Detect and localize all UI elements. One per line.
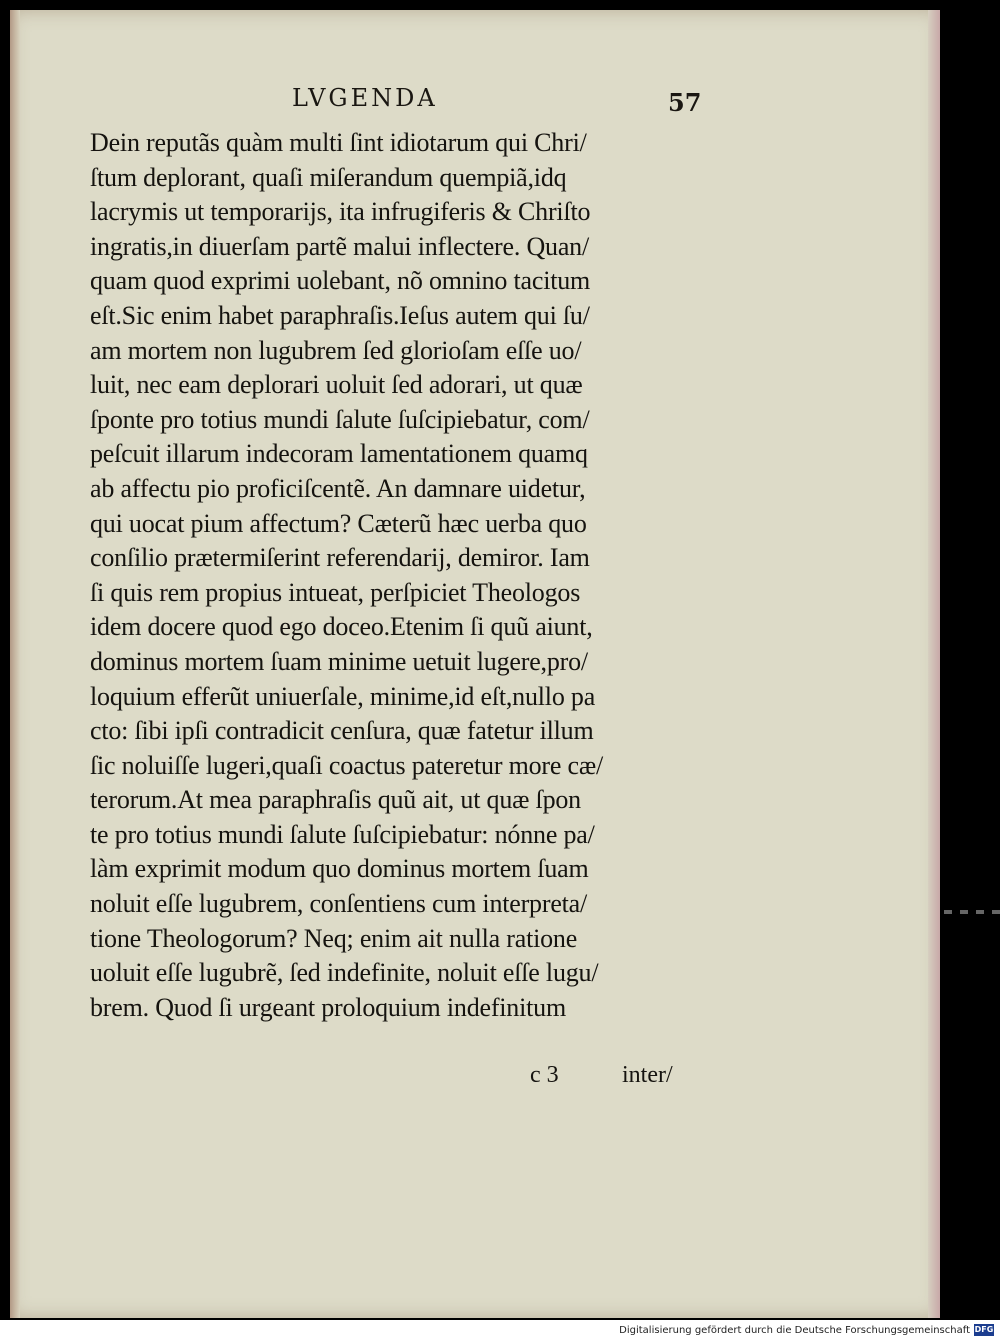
- page-right-edge: [928, 10, 940, 1318]
- text-line: Dein reputãs quàm multi ſint idiotarum qui Chri/: [90, 128, 587, 157]
- catchword: inter/: [622, 1062, 673, 1088]
- text-line: cto: ſibi ipſi contradicit cenſura, quæ fatetur illum: [90, 716, 594, 746]
- text-line: conſilio prætermiſerint referendarij, demiror. Iam: [90, 543, 590, 573]
- text-line: luit, nec eam deplorari uoluit ſed adorari, ut quæ: [90, 370, 583, 400]
- text-line: brem. Quod ſi urgeant proloquium indefinitum: [90, 992, 566, 1022]
- text-line: quam quod exprimi uolebant, nõ omnino tacitum: [90, 266, 591, 296]
- text-line: te pro totius mundi ſalute ſuſcipiebatur: nónne pa/: [90, 819, 595, 849]
- text-line: tione Theologorum? Neq; enim ait nulla ratione: [90, 923, 578, 953]
- text-line: ſi quis rem propius intueat, perſpiciet Theologos: [90, 577, 581, 607]
- text-line: am mortem non lugubrem ſed glorioſam eſſe uo/: [90, 335, 582, 365]
- text-line: terorum.At mea paraphraſis quũ ait, ut quæ ſpon: [90, 785, 581, 815]
- running-head: LVGENDA: [292, 84, 438, 112]
- folio-number: 57: [668, 88, 702, 117]
- text-line: eſt.Sic enim habet paraphraſis.Ieſus autem qui ſu/: [90, 300, 590, 330]
- text-line: uoluit eſſe lugubrẽ, ſed indefinite, noluit eſſe lugu/: [90, 958, 599, 988]
- text-line: lacrymis ut temporarijs, ita infrugiferis & Chriſto: [90, 197, 591, 227]
- text-line: dominus mortem ſuam minime uetuit lugere,pro/: [90, 646, 588, 676]
- digitization-credit: Digitalisierung gefördert durch die Deutsche Forschungsgemeinschaft: [619, 1325, 970, 1336]
- text-line: loquium efferũt uniuerſale, minime,id eſt,nullo pa: [90, 681, 596, 711]
- page-left-edge: [10, 10, 20, 1318]
- text-line: ſponte pro totius mundi ſalute ſuſcipiebatur, com/: [90, 404, 590, 434]
- text-line: ingratis,in diuerſam partẽ malui inflectere. Quan/: [90, 231, 589, 261]
- dfg-logo-icon: DFG: [974, 1325, 994, 1334]
- text-line: qui uocat pium affectum? Cæterũ hæc uerba quo: [90, 508, 587, 538]
- text-line: noluit eſſe lugubrem, conſentiens cum interpreta/: [90, 889, 588, 919]
- text-line: ſtum deplorant, quaſi miſerandum quempiã,idq: [90, 162, 567, 192]
- text-line: ab affectu pio proficiſcentẽ. An damnare uidetur,: [90, 473, 586, 503]
- body-text: [90, 126, 700, 1025]
- text-line: làm exprimit modum quo dominus mortem ſuam: [90, 854, 589, 884]
- text-line: ſic noluiſſe lugeri,quaſi coactus pateretur more cæ/: [90, 750, 604, 780]
- text-line: idem docere quod ego doceo.Etenim ſi quũ aiunt,: [90, 612, 593, 642]
- signature-mark: c 3: [530, 1062, 559, 1088]
- scan-edge-marks: [944, 910, 1000, 914]
- text-line: peſcuit illarum indecoram lamentationem quamq: [90, 439, 588, 469]
